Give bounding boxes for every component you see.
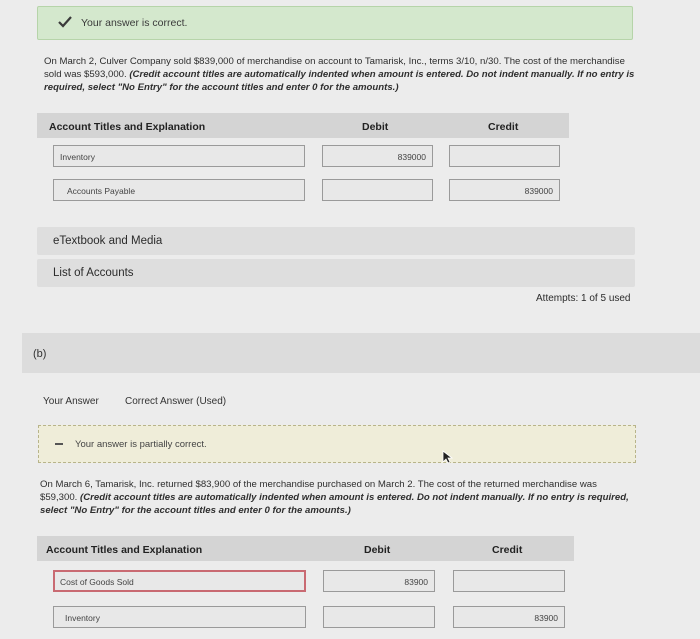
feedback-text: Your answer is correct.: [81, 17, 188, 29]
debit-input[interactable]: [323, 606, 435, 628]
section-b-header: [22, 333, 700, 373]
debit-input[interactable]: 839000: [322, 145, 433, 167]
debit-input[interactable]: [322, 179, 433, 201]
debit-input[interactable]: 83900: [323, 570, 435, 592]
list-of-accounts-link[interactable]: List of Accounts: [37, 259, 635, 287]
problem-b-text: On March 6, Tamarisk, Inc. returned $83,900 of the merchandise purchased on March 2. The cost of the returned merchandise was $59,300. (Credit account titles are automatically indented when amount is entered. Do not indent manually. If no entry is required, select "No Entry" for the account titles and enter 0 for the amounts.): [40, 479, 629, 516]
credit-input[interactable]: 83900: [453, 606, 565, 628]
credit-input[interactable]: [449, 145, 560, 167]
account-input-inventory[interactable]: Inventory: [53, 606, 306, 628]
tab-correct-answer[interactable]: Correct Answer (Used): [125, 396, 227, 407]
journal-b-header: [37, 536, 574, 561]
mouse-cursor-icon: [441, 450, 455, 464]
header-credit: Credit: [488, 121, 519, 133]
header-credit: Credit: [492, 544, 523, 556]
feedback-text: Your answer is partially correct.: [75, 439, 207, 450]
header-account: Account Titles and Explanation: [46, 544, 203, 556]
credit-input[interactable]: 839000: [449, 179, 560, 201]
check-icon: [57, 14, 73, 30]
minus-icon: [55, 443, 63, 445]
section-b-label: (b): [33, 348, 47, 360]
credit-input[interactable]: [453, 570, 565, 592]
header-debit: Debit: [362, 121, 389, 133]
etextbook-link[interactable]: eTextbook and Media: [37, 227, 635, 255]
tab-your-answer[interactable]: Your Answer: [43, 396, 99, 407]
journal-a-header: [37, 113, 569, 138]
header-debit: Debit: [364, 544, 391, 556]
account-input-cost-of-goods-sold[interactable]: Cost of Goods Sold: [53, 570, 306, 592]
problem-a-text: On March 2, Culver Company sold $839,000 of merchandise on account to Tamarisk, Inc., terms 3/10, n/30. The cost of the merchandise sold was $593,000. (Credit account titles are automatically indented when amount is entered. Do not indent manually. If no entry is required, select "No Entry" for the account titles and enter 0 for the amounts.): [44, 56, 635, 93]
account-input-accounts-payable[interactable]: Accounts Payable: [53, 179, 305, 201]
partial-feedback-banner: [38, 425, 636, 463]
header-account: Account Titles and Explanation: [49, 121, 206, 133]
account-input-inventory[interactable]: Inventory: [53, 145, 305, 167]
correct-feedback-banner: [37, 6, 633, 40]
attempts-counter: Attempts: 1 of 5 used: [536, 293, 631, 304]
